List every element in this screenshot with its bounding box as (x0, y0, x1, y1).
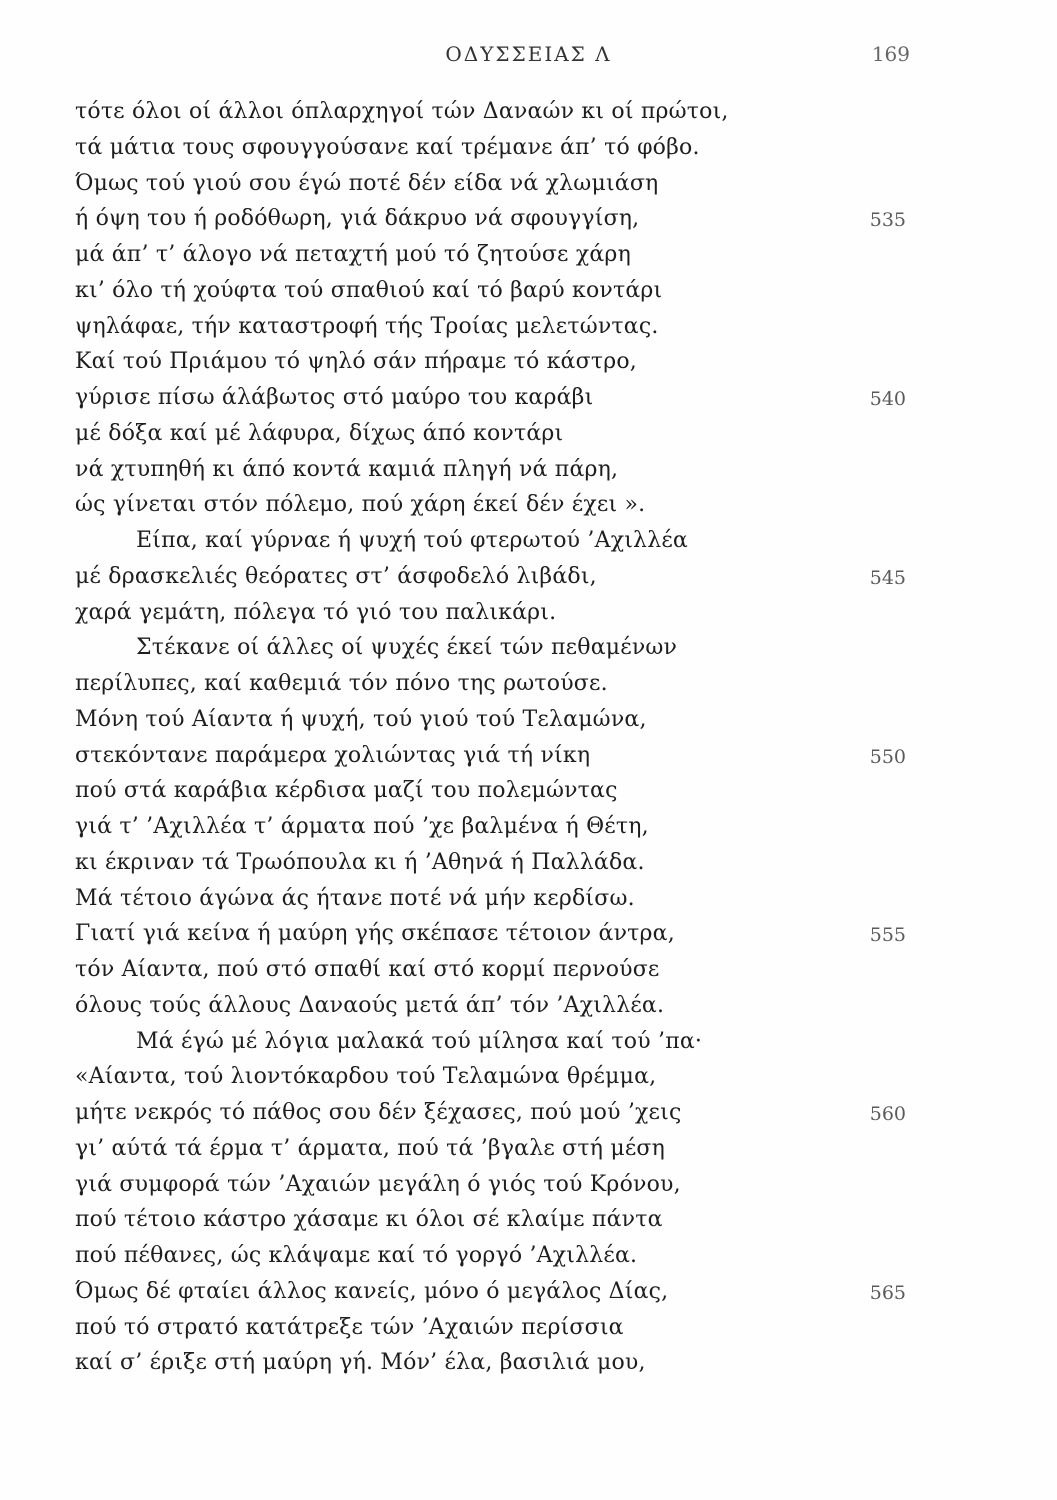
verse-text: κι έκριναν τά Τρωόπουλα κι ή ’Αθηνά ή Παλλάδα. (75, 849, 645, 875)
line-number: 545 (869, 566, 906, 589)
verse-line (0, 667, 1057, 703)
verse-line (0, 274, 1057, 310)
verse-line (0, 1346, 1057, 1382)
verse-text: Μά τέτοιο άγώνα άς ήτανε ποτέ νά μήν κερδίσω. (75, 885, 635, 911)
verse-line (0, 1203, 1057, 1239)
running-title: ΟΔΥΣΣΕΙΑΣ Λ (445, 42, 612, 66)
verse-line (0, 1060, 1057, 1096)
verse-body (0, 95, 1057, 1382)
verse-text: ψηλάφαε, τήν καταστροφή τής Τροίας μελετώντας. (75, 313, 659, 339)
verse-text: μέ δρασκελιές θεόρατες στ’ άσφοδελό λιβάδι, (75, 563, 597, 589)
verse-line (0, 381, 1057, 417)
verse-text: γι’ αύτά τά έρμα τ’ άρματα, πού τά ’βγαλε στή μέση (75, 1135, 666, 1161)
verse-text: Είπα, καί γύρναε ή ψυχή τού φτερωτού ’Αχιλλέα (136, 528, 688, 553)
verse-text: Μόνη τού Αίαντα ή ψυχή, τού γιού τού Τελαμώνα, (75, 706, 647, 732)
verse-line (0, 596, 1057, 632)
verse-line (0, 882, 1057, 918)
verse-text: τά μάτια τους σφουγγούσανε καί τρέμανε άπ’ τό φόβο. (75, 134, 700, 160)
verse-text: Γιατί γιά κείνα ή μαύρη γής σκέπασε τέτοιον άντρα, (75, 921, 675, 947)
verse-line (0, 917, 1057, 953)
verse-text: πού πέθανες, ώς κλάψαμε καί τό γοργό ’Αχιλλέα. (75, 1243, 638, 1268)
page-number: 169 (871, 42, 910, 66)
verse-line (0, 1025, 1057, 1061)
line-number: 560 (869, 1103, 906, 1125)
verse-line (0, 1275, 1057, 1311)
verse-line (0, 1239, 1057, 1275)
line-number: 540 (869, 388, 906, 410)
verse-text: μήτε νεκρός τό πάθος σου δέν ξέχασες, πού μού ’χεις (75, 1100, 682, 1125)
verse-text: τότε όλοι οί άλλοι όπλαρχηγοί τών Δαναών κι οί πρώτοι, (75, 99, 729, 124)
running-head (0, 42, 1057, 72)
verse-line (0, 631, 1057, 667)
verse-line (0, 238, 1057, 274)
verse-line (0, 1311, 1057, 1347)
verse-line (0, 989, 1057, 1025)
line-number: 550 (869, 745, 906, 768)
verse-line (0, 810, 1057, 846)
line-number: 535 (869, 209, 906, 232)
verse-line (0, 1096, 1057, 1132)
verse-line (0, 703, 1057, 739)
verse-text: ώς γίνεται στόν πόλεμο, πού χάρη έκεί δέν έχει ». (75, 492, 646, 518)
verse-text: χαρά γεμάτη, πόλεγα τό γιό του παλικάρι. (75, 599, 557, 625)
verse-line (0, 1168, 1057, 1204)
verse-text: «Αίαντα, τού λιοντόκαρδου τού Τελαμώνα θρέμμα, (75, 1064, 657, 1090)
verse-line (0, 310, 1057, 346)
verse-line (0, 739, 1057, 775)
verse-line (0, 953, 1057, 989)
verse-line (0, 453, 1057, 489)
verse-line (0, 202, 1057, 238)
verse-text: πού τέτοιο κάστρο χάσαμε κι όλοι σέ κλαίμε πάντα (75, 1207, 663, 1233)
verse-line (0, 345, 1057, 381)
verse-text: μέ δόξα καί μέ λάφυρα, δίχως άπό κοντάρι (75, 420, 564, 446)
verse-text: Όμως τού γιού σου έγώ ποτέ δέν είδα νά χλωμιάση (75, 170, 659, 196)
verse-line (0, 488, 1057, 524)
verse-text: περίλυπες, καί καθεμιά τόν πόνο της ρωτούσε. (75, 671, 608, 696)
verse-text: κι’ όλο τή χούφτα τού σπαθιού καί τό βαρύ κοντάρι (75, 277, 663, 303)
verse-line (0, 524, 1057, 560)
verse-line (0, 417, 1057, 453)
verse-line (0, 774, 1057, 810)
verse-text: μά άπ’ τ’ άλογο νά πεταχτή μού τό ζητούσε χάρη (75, 242, 631, 267)
verse-text: νά χτυπηθή κι άπό κοντά καμιά πληγή νά πάρη, (75, 456, 619, 482)
verse-text: στεκόντανε παράμερα χολιώντας γιά τή νίκη (75, 742, 591, 768)
verse-text: πού στά καράβια κέρδισα μαζί του πολεμώντας (75, 778, 618, 804)
line-number: 565 (869, 1281, 906, 1304)
verse-line (0, 95, 1057, 131)
verse-text: γύρισε πίσω άλάβωτος στό μαύρο του καράβι (75, 385, 594, 410)
line-number: 555 (869, 924, 906, 947)
verse-text: ή όψη του ή ροδόθωρη, γιά δάκρυο νά σφουγγίση, (75, 206, 640, 232)
verse-text: Όμως δέ φταίει άλλος κανείς, μόνο ό μεγάλος Δίας, (75, 1278, 669, 1304)
verse-line (0, 846, 1057, 882)
verse-text: γιά συμφορά τών ’Αχαιών μεγάλη ό γιός τού Κρόνου, (75, 1171, 681, 1197)
verse-text: καί σ’ έριξε στή μαύρη γή. Μόν’ έλα, βασιλιά μου, (75, 1350, 646, 1376)
verse-line (0, 131, 1057, 167)
verse-line (0, 560, 1057, 596)
verse-text: πού τό στρατό κατάτρεξε τών ’Αχαιών περίσσια (75, 1314, 624, 1340)
verse-line (0, 167, 1057, 203)
verse-text: όλους τούς άλλους Δαναούς μετά άπ’ τόν ’Αχιλλέα. (75, 992, 665, 1018)
verse-text: Στέκανε οί άλλες οί ψυχές έκεί τών πεθαμένων (136, 635, 678, 661)
verse-text: τόν Αίαντα, πού στό σπαθί καί στό κορμί περνούσε (75, 957, 660, 982)
verse-line (0, 1132, 1057, 1168)
verse-text: γιά τ’ ’Αχιλλέα τ’ άρματα πού ’χε βαλμένα ή Θέτη, (75, 814, 649, 839)
verse-text: Μά έγώ μέ λόγια μαλακά τού μίλησα καί τού ’πα· (136, 1028, 703, 1054)
verse-text: Καί τού Πριάμου τό ψηλό σάν πήραμε τό κάστρο, (75, 349, 637, 375)
